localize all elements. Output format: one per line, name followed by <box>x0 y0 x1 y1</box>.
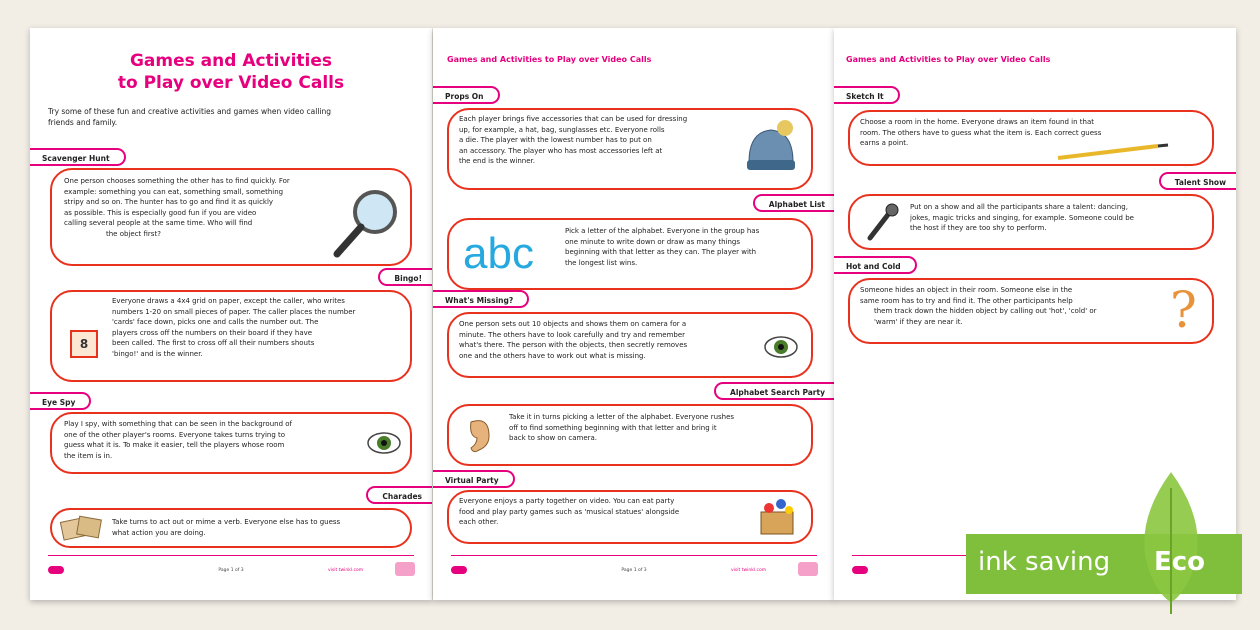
activity-title-scavenger-hunt: Scavenger Hunt <box>30 148 126 166</box>
activity-title-whats-missing: What's Missing? <box>433 290 529 308</box>
eco-badge-text: ink saving <box>978 547 1111 577</box>
footer-rule <box>48 555 414 556</box>
eye-icon <box>763 334 799 360</box>
intro-text: Try some of these fun and creative activities and games when video calling friends and family. <box>48 107 332 127</box>
eco-badge-tag: Eco <box>1154 547 1206 577</box>
footer-page-number: Page 1 of 3 <box>218 568 244 573</box>
page-header-title: Games and Activities to Play over Video Calls <box>447 55 652 64</box>
activity-box-scavenger-hunt: One person chooses something the other has to find quickly. For example: something you can eat, something small, something stripy and so on. The hunter has to go and find it as quickly as possible. This is especially good fun if you are video calling several people at the same time. Who will find the object first? <box>50 168 412 266</box>
footer-page-number: Page 1 of 3 <box>621 568 647 573</box>
activity-box-eye-spy: Play I spy, with something that can be seen in the background of one of the other player's rooms. Everyone takes turns trying to guess what it is. To make it easier, tell the players whose room the item is in. <box>50 412 412 474</box>
pencil-icon <box>1054 142 1174 162</box>
activity-title-eye-spy: Eye Spy <box>30 392 91 410</box>
ear-icon <box>461 416 495 456</box>
footer-link[interactable]: visit twinkl.com <box>731 568 767 573</box>
activity-box-charades: Take turns to act out or mime a verb. Everyone else has to guess what action you are doing. <box>50 508 412 548</box>
magnifying-glass-icon <box>327 182 407 262</box>
twinkl-logo <box>852 566 868 574</box>
microphone-icon <box>862 202 902 242</box>
activity-title-sketch-it: Sketch It <box>834 86 900 104</box>
eye-icon <box>366 430 402 456</box>
activity-box-talent-show: Put on a show and all the participants share a talent: dancing, jokes, magic tricks and singing, for example. Someone could be the host if they are too shy to perform. <box>848 194 1214 250</box>
activity-title-talent-show: Talent Show <box>1159 172 1236 190</box>
footer-badge <box>798 562 818 576</box>
footer-rule <box>451 555 817 556</box>
activity-box-alphabet-list: abc Pick a letter of the alphabet. Everyone in the group has one minute to write down or draw as many things beginning with that letter as they can. The player with the longest list wins. <box>447 218 813 290</box>
footer-link[interactable]: visit twinkl.com <box>328 568 364 573</box>
worksheet-page-2 <box>433 28 835 600</box>
bobble-hat-icon <box>743 118 799 176</box>
activity-box-props-on: Each player brings five accessories that can be used for dressing up, for example, a hat, bag, sunglasses etc. Everyone rolls a die. The player with the lowest number has to put on an accessory. The player who has most accessories left at the end is the winner. <box>447 108 813 190</box>
activity-title-hot-and-cold: Hot and Cold <box>834 256 917 274</box>
activity-box-hot-and-cold: Someone hides an object in their room. Someone else in the same room has to try and find it. The other participants help them track down the hidden object by calling out 'hot', 'cold' or 'warm' if they are near it. ? <box>848 278 1214 344</box>
activity-title-charades: Charades <box>366 486 432 504</box>
footer-badge <box>395 562 415 576</box>
page-header-title: Games and Activities to Play over Video Calls <box>846 55 1051 64</box>
abc-icon: abc <box>463 229 534 278</box>
leaf-icon <box>1128 468 1214 618</box>
activity-box-virtual-party: Everyone enjoys a party together on video. You can eat party food and play party games such as 'musical statues' alongside each other. <box>447 490 813 544</box>
question-mark-icon: ? <box>1170 281 1197 339</box>
activity-title-alphabet-search-party: Alphabet Search Party <box>714 382 835 400</box>
party-box-icon <box>755 496 799 538</box>
activity-box-sketch-it: Choose a room in the home. Everyone draws an item found in that room. The others have to guess what the item is. Each correct guess earns a point. <box>848 110 1214 166</box>
page-title: Games and Activities to Play over Video Calls <box>117 51 345 93</box>
activity-box-whats-missing: One person sets out 10 objects and shows them on camera for a minute. The others have to look carefully and try and remember what's there. The person with the objects, then secretly removes one and the others have to work out what is missing. <box>447 312 813 378</box>
activity-title-bingo: Bingo! <box>378 268 432 286</box>
activity-title-alphabet-list: Alphabet List <box>753 194 835 212</box>
activity-title-props-on: Props On <box>433 86 500 104</box>
worksheet-page-1 <box>30 28 432 600</box>
activity-box-bingo: 8 Everyone draws a 4x4 grid on paper, except the caller, who writes numbers 1-20 on small pieces of paper. The caller places the number 'cards' face down, picks one and calls the number out. The players cross off the numbers on their board if they have been called. The first to cross off all their numbers shouts 'bingo!' and is the winner. <box>50 290 412 382</box>
bingo-card-icon: 8 <box>70 330 98 358</box>
activity-box-alphabet-search-party: Take it in turns picking a letter of the alphabet. Everyone rushes off to find something beginning with that letter and bring it back to show on camera. <box>447 404 813 466</box>
charades-cards-icon <box>60 514 104 544</box>
activity-title-virtual-party: Virtual Party <box>433 470 515 488</box>
